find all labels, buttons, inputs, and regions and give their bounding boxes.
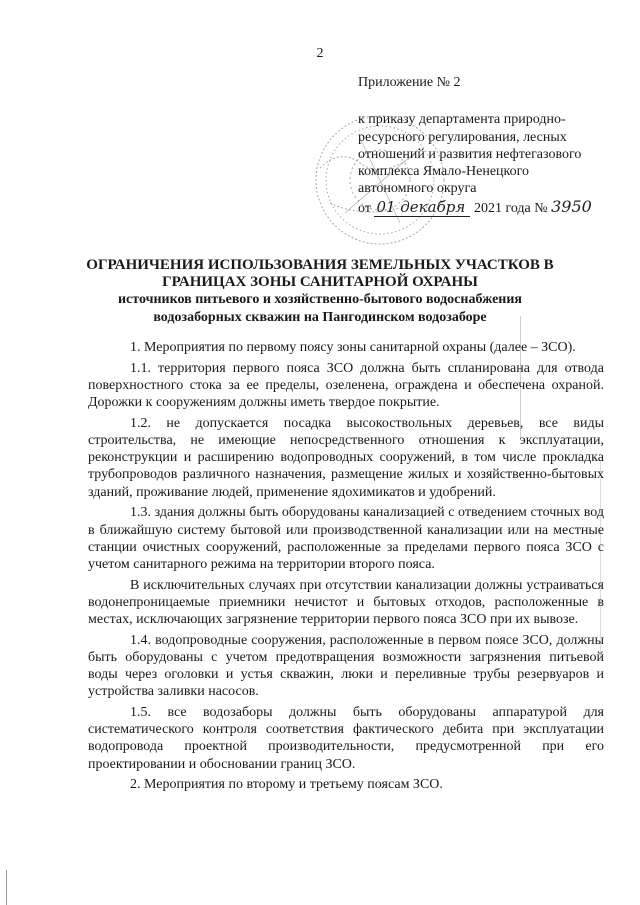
date-prefix: от xyxy=(358,200,371,216)
scan-edge-mark xyxy=(6,870,7,905)
appendix-header xyxy=(358,74,620,217)
document-body xyxy=(88,339,604,797)
subtitle-line-1: источников питьевого и хозяйственно-бытового водоснабжения xyxy=(117,292,522,307)
title-line-2: ГРАНИЦАХ ЗОНЫ САНИТАРНОЙ ОХРАНЫ xyxy=(162,274,478,290)
paragraph: 1.4. водопроводные сооружения, расположенные в первом поясе ЗСО, должны быть оборудованы с учетом предотвращения возможности загрязнения питьевой воды через оголовки и устья скважин, люки и переливные трубы резервуаров и устройства заливки насосов. xyxy=(88,632,604,700)
paragraph: 1. Мероприятия по первому поясу зоны санитарной охраны (далее – ЗСО). xyxy=(130,340,576,355)
paragraph: 2. Мероприятия по второму и третьему поясам ЗСО. xyxy=(130,777,443,793)
paragraph: 1.3. здания должны быть оборудованы канализацией с отведением сточных вод в ближайшую систему бытовой или производственной канализации или на местные станции очистных сооружений, расположенные за пределами первого пояса ЗСО с учетом санитарного режима на территории второго пояса. xyxy=(88,505,604,572)
document-title xyxy=(0,257,640,327)
page-number: 2 xyxy=(316,46,324,61)
handwritten-date: 01 декабря xyxy=(374,199,470,217)
appendix-line: отношений и развития нефтегазового xyxy=(358,146,582,162)
appendix-line: комплекса Ямало-Ненецкого xyxy=(358,164,530,180)
paragraph: В исключительных случаях при отсутствии канализации должны устраиваться водонепроницаемые приемники нечистот и бытовых отходов, расположенные в местах, исключающих загрязнение территории первого пояса ЗСО при их вывозе. xyxy=(88,577,604,628)
paragraph: 1.5. все водозаборы должны быть оборудованы аппаратурой для систематического контроля соответствия фактического дебита при эксплуатации водопровода проектной производительности, предусмотренной при его проектировании и обосновании границ ЗСО. xyxy=(88,705,604,772)
title-line-1: ОГРАНИЧЕНИЯ ИСПОЛЬЗОВАНИЯ ЗЕМЕЛЬНЫХ УЧАСТКОВ В xyxy=(86,257,554,273)
appendix-title: Приложение № 2 xyxy=(358,75,461,90)
paragraph: 1.1. территория первого пояса ЗСО должна быть спланирована для отвода поверхностного стока за ее пределы, озеленена, ограждена и обеспечена охраной. Дорожки к сооружениям должны иметь твердое покрытие. xyxy=(88,360,604,411)
handwritten-order-number: 3950 xyxy=(551,196,592,216)
appendix-line: к приказу департамента природно- xyxy=(358,112,566,128)
paragraph: 1.2. не допускается посадка высокоствольных деревьев, все виды строительства, не имеющие непосредственного отношения к эксплуатации, реконструкции и расширению водопроводных сооружений, в том числе прокладка трубопроводов различного назначения, размещение жилых и хозяйственно-бытовых зданий, проживание людей, применение ядохимикатов и удобрений. xyxy=(88,415,604,500)
appendix-line: ресурсного регулирования, лесных xyxy=(358,129,567,145)
order-year-label: 2021 года № xyxy=(473,200,548,216)
subtitle-line-2: водозаборных скважин на Пангодинском водозаборе xyxy=(153,310,487,325)
order-date-number-row xyxy=(358,198,620,217)
appendix-line: автономного округа xyxy=(358,181,477,197)
